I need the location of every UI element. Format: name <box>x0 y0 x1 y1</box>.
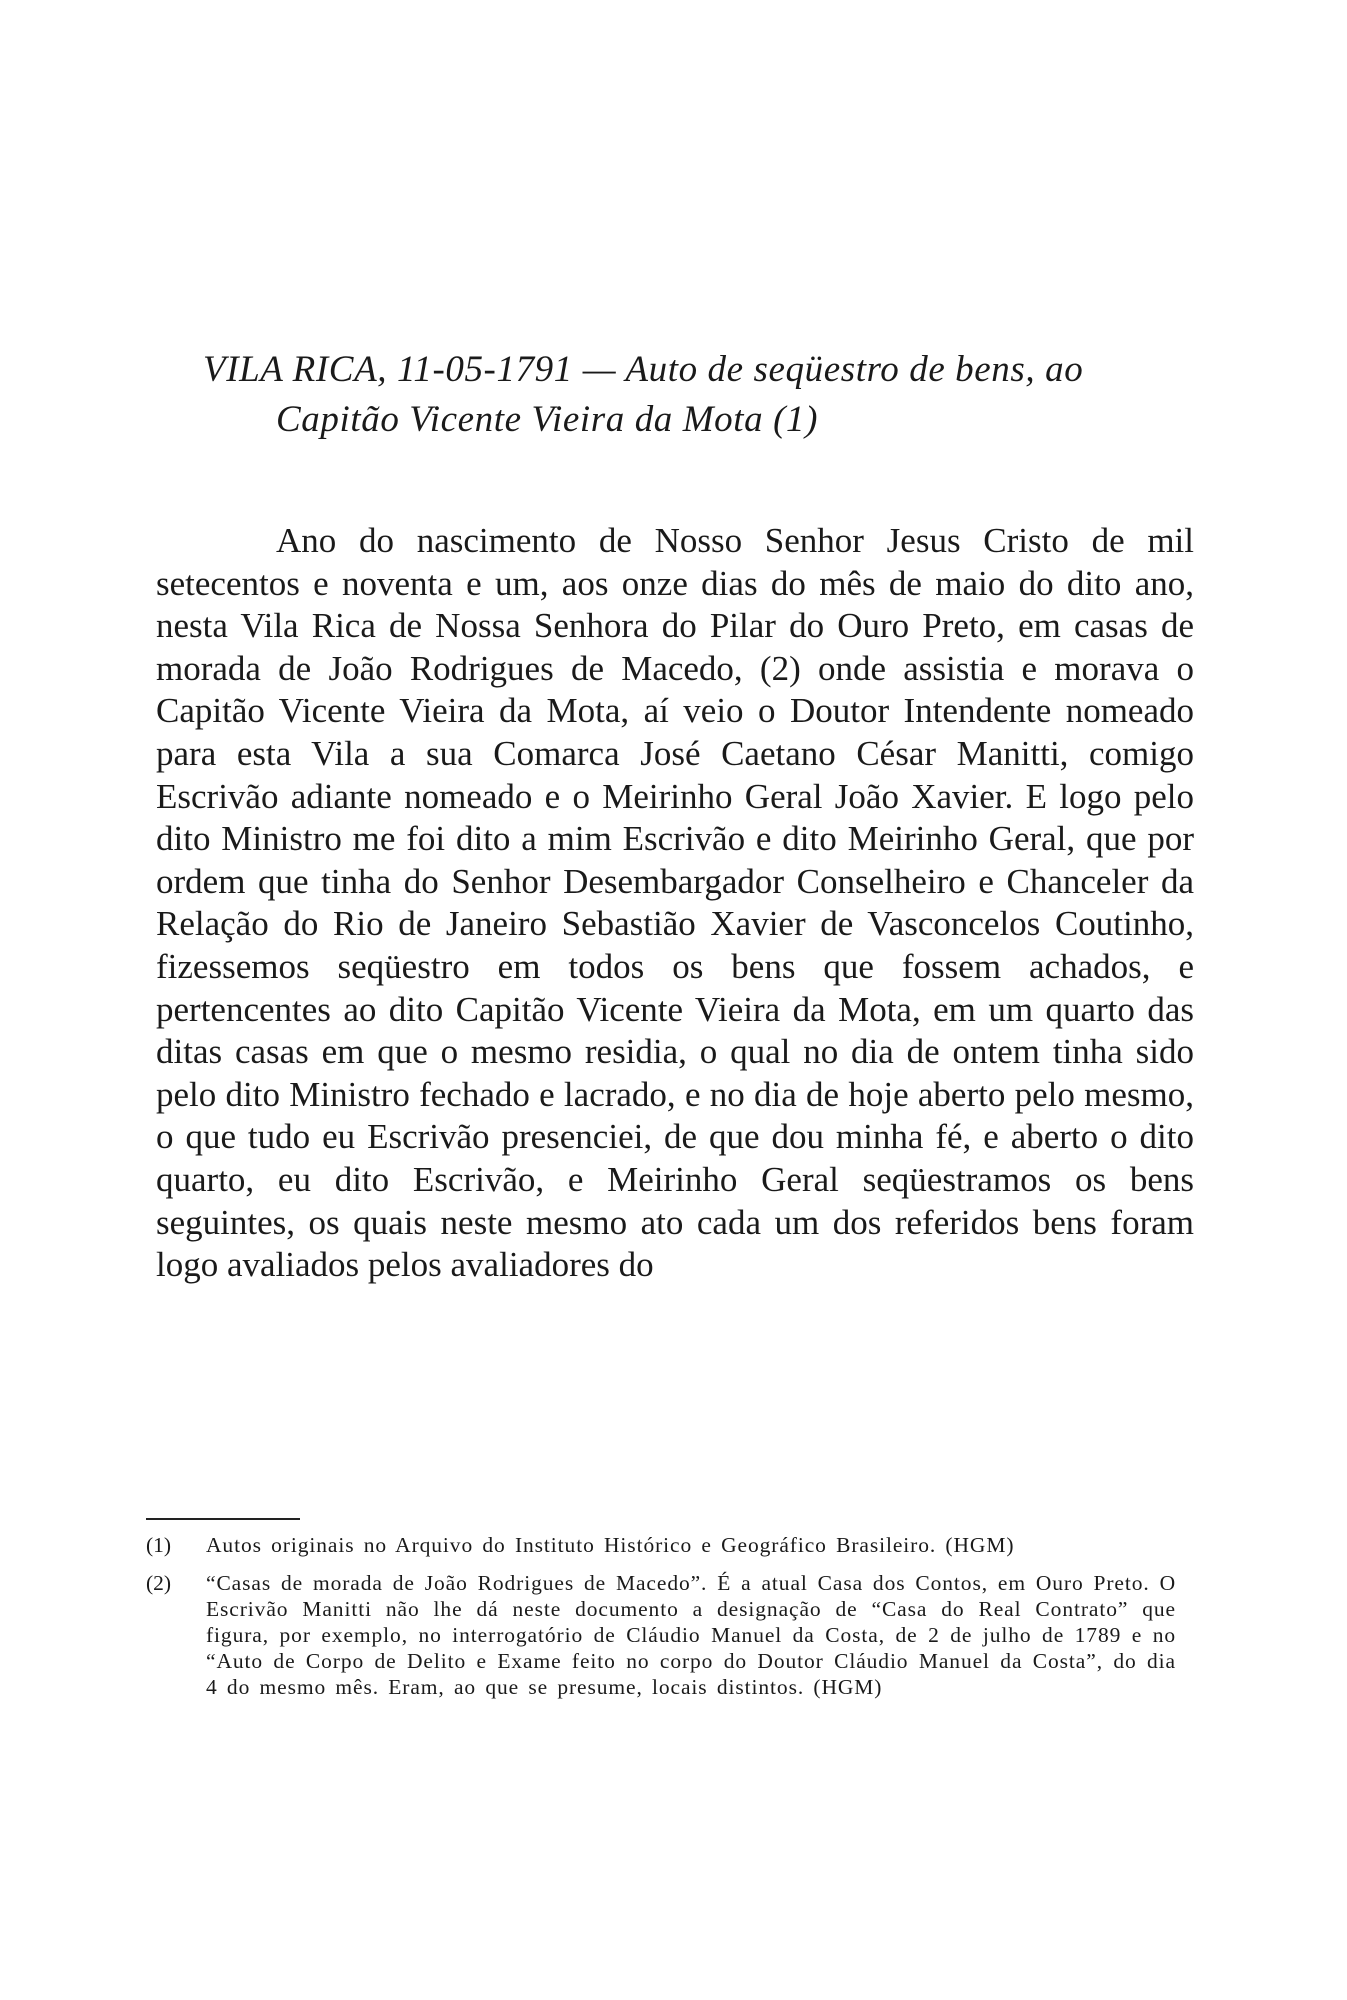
document-heading <box>203 345 1213 445</box>
heading-line-1: VILA RICA, 11-05-1791 — Auto de seqüestro de bens, ao <box>203 349 1084 390</box>
footnote-2 <box>146 1570 1176 1700</box>
footnote-1 <box>146 1532 1176 1558</box>
heading-line-2: Capitão Vicente Vieira da Mota (1) <box>276 399 819 440</box>
footnote-divider <box>146 1518 300 1520</box>
body-paragraph: Ano do nascimento de Nosso Senhor Jesus Cristo de mil setecentos e noventa e um, aos onze dias do mês de maio do dito ano, nesta Vila Rica de Nossa Senhora do Pilar do Ouro Preto, em casas de morada de João Rodrigues de Macedo, (2) onde assistia e morava o Capitão Vicente Vieira da Mota, aí veio o Doutor Intendente nomeado para esta Vila a sua Comarca José Caetano César Manitti, comigo Escrivão adiante nomeado e o Meirinho Geral João Xavier. E logo pelo dito Ministro me foi dito a mim Escrivão e dito Meirinho Geral, que por ordem que tinha do Senhor Desembargador Conselheiro e Chanceler da Relação do Rio de Janeiro Sebastião Xavier de Vasconcelos Coutinho, fizessemos seqüestro em todos os bens que fossem achados, e pertencentes ao dito Capitão Vicente Vieira da Mota, em um quarto das ditas casas em que o mesmo residia, o qual no dia de ontem tinha sido pelo dito Ministro fechado e lacrado, e no dia de hoje aberto pelo mesmo, o que tudo eu Escrivão presenciei, de que dou minha fé, e aberto o dito quarto, eu dito Escrivão, e Meirinho Geral seqüestramos os bens seguintes, os quais neste mesmo ato cada um dos referidos bens foram logo avaliados pelos avaliadores do <box>156 521 1194 1285</box>
footnote-1-number: (1) <box>146 1533 172 1557</box>
footnote-2-text: “Casas de morada de João Rodrigues de Macedo”. É a atual Casa dos Contos, em Ouro Preto. O Escrivão Manitti não lhe dá neste documento a designação de “Casa do Real Contrato” que figura, por exemplo, no interrogatório de Cláudio Manuel da Costa, de 2 de julho de 1789 e no “Auto de Corpo de Delito e Exame feito no corpo do Doutor Cláudio Manuel da Costa”, do dia 4 do mesmo mês. Eram, ao que se presume, locais distintos. (HGM) <box>206 1571 1176 1699</box>
document-body <box>156 520 1194 1287</box>
footnote-1-text: Autos originais no Arquivo do Instituto Histórico e Geográfico Brasileiro. (HGM) <box>206 1533 1015 1557</box>
footnote-2-number: (2) <box>146 1571 172 1595</box>
footnotes <box>146 1532 1176 1712</box>
